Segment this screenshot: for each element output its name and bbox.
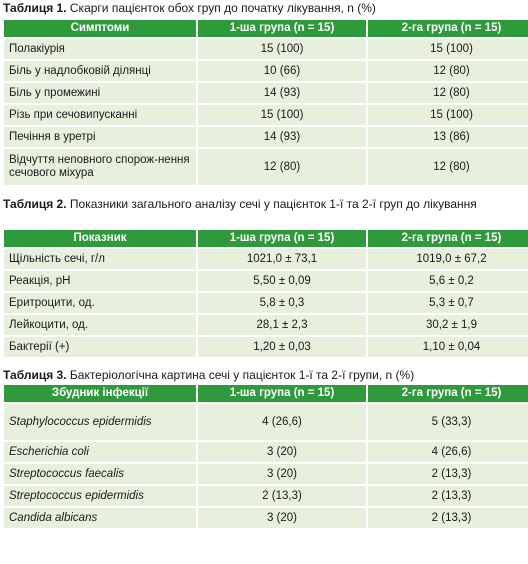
group1-cell: 14 (93): [198, 83, 366, 103]
table-row: [4, 442, 528, 462]
symptom-cell: Різь при сечовипусканні: [4, 105, 196, 125]
group2-cell: 2 (13,3): [368, 486, 528, 506]
table-row: [4, 337, 528, 357]
table-row: [4, 249, 528, 269]
group1-cell: 3 (20): [198, 442, 366, 462]
table1-caption-text: Скарги пацієнток обох груп до початку лікування, n (%): [69, 1, 376, 15]
table-header-row: [4, 230, 528, 247]
group1-cell: 2 (13,3): [198, 486, 366, 506]
group1-cell: 15 (100): [198, 105, 366, 125]
table3-caption-text: Бактеріологічна картина сечі у пацієнток 1-ї та 2-ї групи, n (%): [69, 368, 415, 382]
header-group1: 1-ша група (n = 15): [198, 385, 366, 402]
group2-cell: 4 (26,6): [368, 442, 528, 462]
group1-cell: 5,8 ± 0,3: [198, 293, 366, 313]
table1-caption-label: Таблиця 1.: [3, 1, 67, 15]
group2-cell: 15 (100): [368, 39, 528, 59]
indicator-cell: Бактерії (+): [4, 337, 196, 357]
group1-cell: 12 (80): [198, 149, 366, 185]
pathogen-cell: Candida albicans: [4, 508, 196, 528]
symptom-cell: Біль у промежині: [4, 83, 196, 103]
header-pathogen: Збудник інфекції: [4, 385, 196, 402]
table-row: [4, 271, 528, 291]
group2-cell: 1,10 ± 0,04: [368, 337, 528, 357]
symptom-cell: Відчуття неповного спорож-нення сечового міхура: [4, 149, 196, 185]
header-symptoms: Симптоми: [4, 20, 196, 37]
group1-cell: 28,1 ± 2,3: [198, 315, 366, 335]
pathogen-cell: Streptococcus epidermidis: [4, 486, 196, 506]
group2-cell: 30,2 ± 1,9: [368, 315, 528, 335]
group1-cell: 5,50 ± 0,09: [198, 271, 366, 291]
group1-cell: 3 (20): [198, 464, 366, 484]
table-row: [4, 404, 528, 440]
group2-cell: 15 (100): [368, 105, 528, 125]
header-group1: 1-ша група (n = 15): [198, 230, 366, 247]
indicator-cell: Реакція, pH: [4, 271, 196, 291]
group1-cell: 14 (93): [198, 127, 366, 147]
table3-caption: [3, 368, 528, 383]
table-row: [4, 486, 528, 506]
urinalysis-table: [2, 228, 528, 359]
symptom-cell: Біль у надлобковій ділянці: [4, 61, 196, 81]
header-group2: 2-га група (n = 15): [368, 20, 528, 37]
pathogen-cell: Streptococcus faecalis: [4, 464, 196, 484]
table-row: [4, 105, 528, 125]
table-row: [4, 508, 528, 528]
group1-cell: 1,20 ± 0,03: [198, 337, 366, 357]
table-row: [4, 61, 528, 81]
group1-cell: 4 (26,6): [198, 404, 366, 440]
group2-cell: 2 (13,3): [368, 464, 528, 484]
group1-cell: 1021,0 ± 73,1: [198, 249, 366, 269]
bacteriology-table: [2, 383, 528, 530]
group2-cell: 12 (80): [368, 83, 528, 103]
header-group2: 2-га група (n = 15): [368, 230, 528, 247]
header-indicator: Показник: [4, 230, 196, 247]
group2-cell: 13 (86): [368, 127, 528, 147]
table2-caption-text: Показники загального аналізу сечі у пацієнток 1-ї та 2-ї груп до лікування: [69, 197, 477, 211]
pathogen-cell: Staphylococcus epidermidis: [4, 404, 196, 440]
table3-caption-label: Таблиця 3.: [3, 368, 67, 382]
group2-cell: 5 (33,3): [368, 404, 528, 440]
table2-caption: [3, 197, 528, 228]
table-row: [4, 149, 528, 185]
table-row: [4, 83, 528, 103]
group1-cell: 10 (66): [198, 61, 366, 81]
group2-cell: 1019,0 ± 67,2: [368, 249, 528, 269]
group2-cell: 12 (80): [368, 61, 528, 81]
table-header-row: [4, 20, 528, 37]
table1-caption: [3, 0, 528, 18]
table-row: [4, 464, 528, 484]
header-group1: 1-ша група (n = 15): [198, 20, 366, 37]
indicator-cell: Щільність сечі, г/л: [4, 249, 196, 269]
table-row: [4, 127, 528, 147]
symptom-cell: Печіння в уретрі: [4, 127, 196, 147]
group1-cell: 15 (100): [198, 39, 366, 59]
table-row: [4, 39, 528, 59]
table2-caption-label: Таблиця 2.: [3, 197, 67, 211]
group2-cell: 5,6 ± 0,2: [368, 271, 528, 291]
table-row: [4, 315, 528, 335]
symptom-cell: Полакіурія: [4, 39, 196, 59]
table-row: [4, 293, 528, 313]
header-group2: 2-га група (n = 15): [368, 385, 528, 402]
pathogen-cell: Escherichia coli: [4, 442, 196, 462]
indicator-cell: Еритроцити, од.: [4, 293, 196, 313]
group2-cell: 2 (13,3): [368, 508, 528, 528]
group2-cell: 5,3 ± 0,7: [368, 293, 528, 313]
indicator-cell: Лейкоцити, од.: [4, 315, 196, 335]
group1-cell: 3 (20): [198, 508, 366, 528]
group2-cell: 12 (80): [368, 149, 528, 185]
complaints-table: [2, 18, 528, 187]
table-header-row: [4, 385, 528, 402]
